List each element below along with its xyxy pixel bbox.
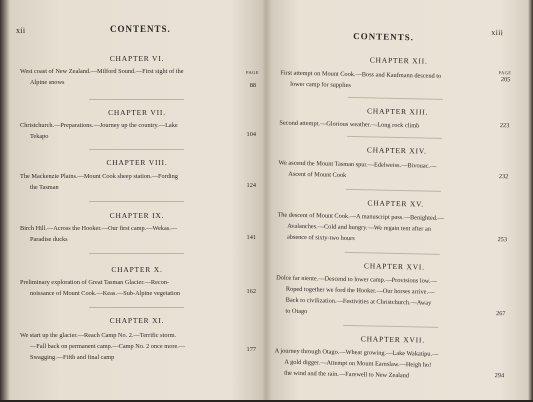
page-number-right: xiii [491, 27, 504, 38]
chapter-page-number: 124 [246, 182, 256, 189]
chapter-summary: Birch Hill.—Across the Hooker.—Our first camp.—Wekas.— Paradise ducks [20, 225, 178, 243]
running-head-left: CONTENTS. [110, 24, 171, 34]
chapter-heading: CHAPTER XII. [369, 55, 428, 66]
divider [89, 253, 184, 254]
running-head-right: CONTENTS. [353, 31, 415, 43]
chapter-heading: CHAPTER XIII. [366, 106, 429, 117]
divider [347, 136, 442, 139]
divider [89, 201, 184, 202]
chapter-summary: West coast of New Zealand.—Milford Sound.—First sight of the Alpine snows [20, 68, 184, 86]
chapter-summary: Christchurch.—Preparations.—Journey up the country.—Lake Tekapo [20, 122, 178, 140]
chapter-heading: CHAPTER VI. [109, 54, 165, 63]
divider [89, 99, 184, 100]
chapter-heading: CHAPTER VII. [108, 108, 166, 117]
page-column-label: PAGE [246, 70, 259, 75]
chapter-heading: CHAPTER VIII. [106, 158, 168, 167]
chapter-page-number: 205 [500, 76, 511, 84]
left-page [14, 0, 260, 400]
chapter-page-number: 104 [246, 131, 256, 138]
chapter-page-number: 294 [494, 372, 505, 380]
chapter-heading: CHAPTER XV. [367, 198, 425, 209]
chapter-page-number: 267 [495, 310, 506, 318]
chapter-heading: CHAPTER IX. [109, 211, 165, 220]
divider [343, 325, 438, 328]
chapter-page-number: 253 [497, 236, 508, 244]
chapter-summary: The Mackenzie Plains.—Mount Cook sheep station.—Fording the Tasman [20, 173, 178, 191]
chapter-page-number: 162 [246, 288, 256, 295]
divider [345, 252, 440, 255]
chapter-summary: Second attempt.—Glorious weather.—Long rock climb [279, 119, 420, 130]
divider [346, 189, 441, 192]
chapter-heading: CHAPTER XIV. [366, 145, 427, 156]
chapter-heading: CHAPTER X. [111, 265, 163, 274]
page-number-left: xii [16, 26, 26, 35]
chapter-summary: Preliminary exploration of Great Tasman Glacier.—Recon- noissance of Mount Cook.—Keas.—Sub-Alpine vegetation [20, 279, 181, 297]
divider [89, 307, 184, 308]
chapter-heading: CHAPTER XVII. [360, 334, 426, 345]
chapter-page-number: 232 [498, 173, 509, 181]
chapter-page-number: 88 [249, 82, 256, 89]
chapter-summary: We start up the glacier.—Reach Camp No. 2.—Terrific storm. —Fall back on permanent camp.—Camp No. 2 once more.— Swagging.—Fifth and final camp [20, 332, 186, 361]
chapter-heading: CHAPTER XVI. [363, 261, 425, 272]
chapter-page-number: 177 [246, 346, 256, 353]
chapter-summary: Dolce far niente.—Descend to lower camp.—Provisions low.— Roped together we ford the Hooker.—Our horses arrive.— Back to civilization.—Festivities at Christchurch.—Away to Otago [276, 274, 437, 316]
chapter-summary: A journey through Otago.—Wheat growing.—Lake Wakatipu.— A gold digger.—Attempt on Mount Earnslaw.—Heigh ho! the wind and the rain.—Farewell to New Zealand [274, 347, 439, 380]
chapter-page-number: 141 [246, 234, 256, 241]
divider [348, 97, 443, 100]
right-page [270, 0, 522, 402]
chapter-summary: We ascend the Mount Tasman spur.—Edelweiss.—Bivouac.— Ascent of Mount Cook [278, 159, 437, 179]
page-column-label: PAGE [498, 70, 512, 76]
chapter-heading: CHAPTER XI. [109, 316, 165, 325]
divider [89, 149, 184, 150]
chapter-summary: First attempt on Mount Cook.—Boss and Kaufmann descend to lower camp for supplies [280, 69, 442, 89]
chapter-page-number: 223 [499, 122, 510, 130]
chapter-summary: The descent of Mount Cook.—A manuscript pass.—Benighted.— Avalanches.—Cold and hungry.—We regain tent after an absence of sixty-two hours [277, 211, 444, 243]
